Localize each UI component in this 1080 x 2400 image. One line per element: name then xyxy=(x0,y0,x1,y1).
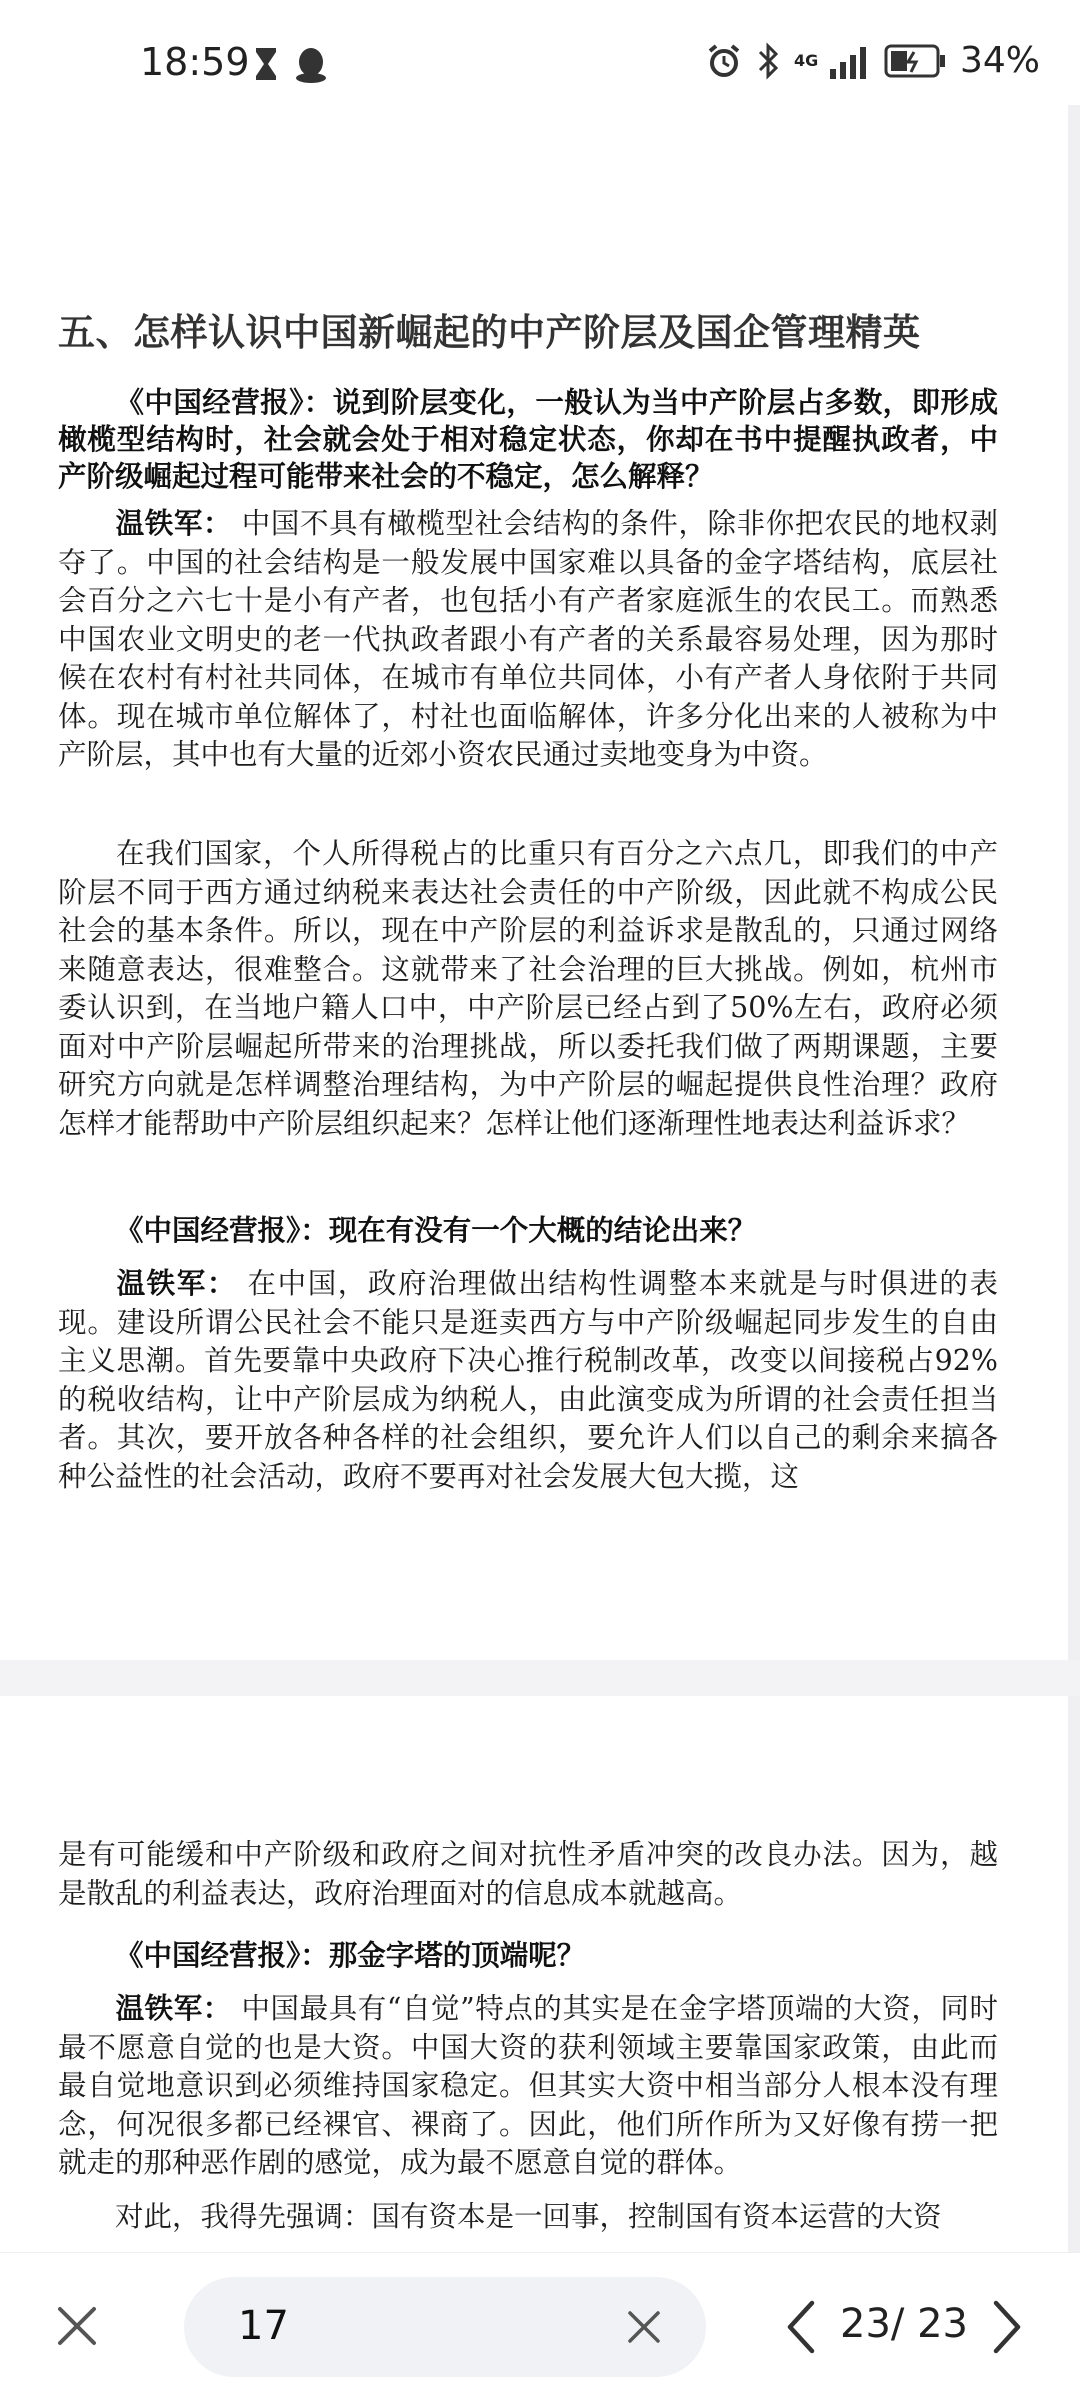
answer-1 xyxy=(58,505,998,775)
paragraph-3 xyxy=(58,1836,998,1913)
signal-icon xyxy=(830,43,870,79)
answer-3-text: 中国最具有“自觉”特点的其实是在金字塔顶端的大资，同时最不愿意自觉的也是大资。中国大资的获利领域主要靠国家政策，由此而最自觉地意识到必须维持国家稳定。但其实大资中相当部分人根本没有理念，何况很多都已经裸官、裸商了。因此，他们所作所为又好像有捞一把就走的那种恶作剧的感觉，成为最不愿意自觉的群体。 xyxy=(58,1992,998,2179)
answer-3 xyxy=(58,1990,998,2183)
answer-2-text: 在中国，政府治理做出结构性调整本来就是与时俱进的表现。建设所谓公民社会不能只是逛卖西方与中产阶级崛起同步发生的自由主义思潮。首先要靠中央政府下决心推行税制改革，改变以间接税占92%的税收结构，让中产阶层成为纳税人，由此演变成为所谓的社会责任担当者。其次，要开放各种各样的社会组织，要允许人们以自己的剩余来搞各种公益性的社会活动，政府不要再对社会发展大包大揽，这 xyxy=(58,1267,998,1493)
answer-2-speaker: 温铁军： xyxy=(115,1267,237,1300)
status-right xyxy=(706,40,1040,81)
question-1 xyxy=(58,384,998,495)
paragraph-4-text: 对此，我得先强调：国有资本是一回事，控制国有资本运营的大资 xyxy=(115,2200,942,2233)
scroll-rail[interactable] xyxy=(1068,105,1080,2255)
document-page-1 xyxy=(0,130,1068,1660)
question-1-text: 《中国经营报》：说到阶层变化，一般认为当中产阶层占多数，即形成橄榄型结构时，社会就会处于相对稳定状态，你却在书中提醒执政者，中产阶级崛起过程可能带来社会的不稳定，怎么解释？ xyxy=(58,386,998,493)
alarm-icon xyxy=(706,43,742,79)
previous-result-button[interactable] xyxy=(782,2297,818,2357)
question-2 xyxy=(58,1212,998,1249)
paragraph-2 xyxy=(58,835,998,1143)
status-bar xyxy=(0,0,1080,130)
qq-penguin-icon xyxy=(294,46,328,84)
question-3 xyxy=(58,1937,998,1974)
question-2-text: 《中国经营报》：现在有没有一个大概的结论出来？ xyxy=(115,1214,757,1247)
search-input-value[interactable]: 17 xyxy=(238,2303,289,2349)
network-type: 4G xyxy=(793,50,819,70)
battery-level: 34% xyxy=(959,40,1040,81)
close-search-icon[interactable] xyxy=(54,2303,100,2349)
page-separator xyxy=(0,1660,1080,1696)
answer-1-speaker: 温铁军： xyxy=(115,507,233,540)
paragraph-3-text: 是有可能缓和中产阶级和政府之间对抗性矛盾冲突的改良办法。因为，越是散乱的利益表达，政府治理面对的信息成本就越高。 xyxy=(58,1838,998,1910)
answer-1-text: 中国不具有橄榄型社会结构的条件，除非你把农民的地权剥夺了。中国的社会结构是一般发展中国家难以具备的金字塔结构，底层社会百分之六七十是小有产者，也包括小有产者家庭派生的农民工。而熟悉中国农业文明史的老一代执政者跟小有产者的关系最容易处理，因为那时候在农村有村社共同体，在城市有单位共同体，小有产者人身依附于共同体。现在城市单位解体了，村社也面临解体，许多分化出来的人被称为中产阶层，其中也有大量的近郊小资农民通过卖地变身为中资。 xyxy=(58,507,998,771)
paragraph-2-text: 在我们国家，个人所得税占的比重只有百分之六点几，即我们的中产阶层不同于西方通过纳税来表达社会责任的中产阶级，因此就不构成公民社会的基本条件。所以，现在中产阶层的利益诉求是散乱的，只通过网络来随意表达，很难整合。这就带来了社会治理的巨大挑战。例如，杭州市委认识到，在当地户籍人口中，中产阶层已经占到了50%左右，政府必须面对中产阶层崛起所带来的治理挑战，所以委托我们做了两期课题，主要研究方向就是怎样调整治理结构，为中产阶层的崛起提供良性治理？政府怎样才能帮助中产阶层组织起来？怎样让他们逐渐理性地表达利益诉求？ xyxy=(58,837,998,1140)
document-page-2 xyxy=(0,1696,1068,2246)
answer-3-speaker: 温铁军： xyxy=(115,1992,232,2025)
clear-search-icon[interactable] xyxy=(624,2307,664,2347)
bluetooth-icon xyxy=(756,42,780,80)
answer-2 xyxy=(58,1265,998,1496)
battery-icon xyxy=(884,44,946,78)
question-3-text: 《中国经营报》：那金字塔的顶端呢？ xyxy=(115,1939,586,1972)
search-input[interactable] xyxy=(184,2277,706,2377)
next-result-button[interactable] xyxy=(990,2297,1026,2357)
section-title: 五、怎样认识中国新崛起的中产阶层及国企管理精英 xyxy=(58,311,921,354)
paragraph-4 xyxy=(58,2198,998,2237)
hourglass-icon xyxy=(254,46,278,82)
result-counter: 23/ 23 xyxy=(840,2301,968,2347)
search-toolbar xyxy=(0,2252,1080,2400)
status-time: 18:59 xyxy=(140,40,250,84)
